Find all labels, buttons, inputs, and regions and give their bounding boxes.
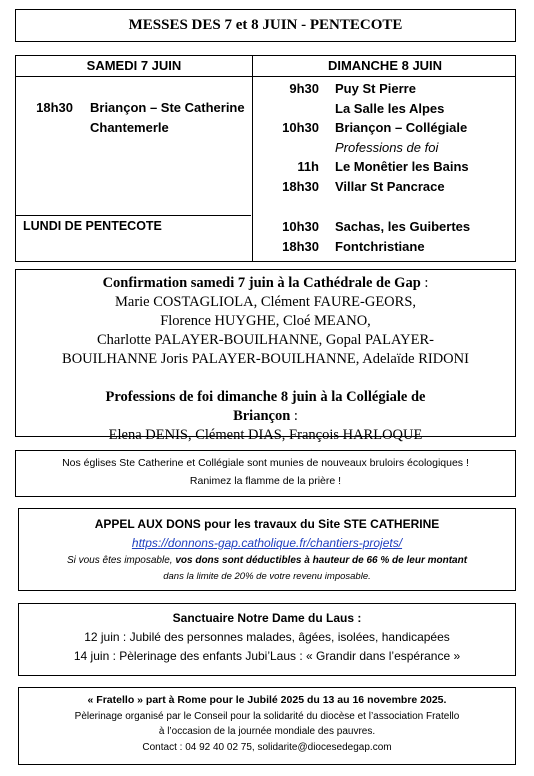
- confirmation-names: Marie COSTAGLIOLA, Clément FAURE-GEORS,: [114, 294, 417, 310]
- profession-heading-suffix: :: [290, 408, 298, 424]
- samedi-place: Chantemerle: [90, 120, 169, 135]
- dimanche-time: 10h30: [282, 120, 319, 135]
- dimanche-note: Professions de foi: [335, 140, 439, 155]
- eglises-line: Ranimez la flamme de la prière !: [189, 475, 342, 487]
- column-divider: [252, 56, 253, 261]
- donation-tax-note-a: Si vous êtes imposable,: [66, 555, 176, 566]
- confirmation-heading-suffix: :: [420, 275, 429, 291]
- confirmation-box: [15, 269, 516, 443]
- dimanche-time: 9h30: [289, 81, 319, 96]
- lundi-label: LUNDI DE PENTECOTE: [23, 219, 162, 233]
- eglises-notice: [15, 450, 516, 497]
- dimanche-place: Puy St Pierre: [335, 81, 416, 96]
- lundi-place: Sachas, les Guibertes: [335, 219, 471, 234]
- fratello-line: Pèlerinage organisé par le Conseil pour la solidarité du diocèse et l’association Fratello: [74, 710, 460, 722]
- fratello-heading: « Fratello » part à Rome pour le Jubilé 2025 du 13 au 16 novembre 2025.: [87, 694, 447, 706]
- page-title: MESSES DES 7 et 8 JUIN - PENTECOTE: [15, 9, 516, 42]
- profession-names: Elena DENIS, Clément DIAS, François HARLOQUE: [108, 427, 423, 443]
- donation-heading: APPEL AUX DONS pour les travaux du Site STE CATHERINE: [94, 517, 440, 531]
- lundi-time: 10h30: [282, 219, 319, 234]
- confirmation-names: Charlotte PALAYER-BOUILHANNE, Gopal PALAYER-: [97, 332, 434, 348]
- lundi-place: Fontchristiane: [335, 239, 425, 254]
- samedi-time: 18h30: [36, 100, 73, 115]
- donation-tax-note: [19, 553, 515, 569]
- donation-tax-note-b: vos dons sont déductibles à hauteur de 66 % de leur montant: [175, 555, 468, 566]
- eglises-line: Nos églises Ste Catherine et Collégiale sont munies de nouveaux bruloirs écologiques !: [62, 457, 469, 469]
- header-divider: [16, 76, 515, 77]
- confirmation-heading: Confirmation samedi 7 juin à la Cathédrale de Gap: [102, 275, 421, 291]
- fratello-line: à l’occasion de la journée mondiale des pauvres.: [158, 726, 376, 737]
- donation-appeal: [18, 508, 516, 591]
- samedi-header: SAMEDI 7 JUIN: [86, 58, 182, 73]
- laus-event: 14 juin : Pèlerinage des enfants Jubi’Laus : « Grandir dans l’espérance »: [73, 649, 461, 663]
- laus-event: 12 juin : Jubilé des personnes malades, âgées, isolées, handicapées: [84, 630, 450, 644]
- dimanche-header: DIMANCHE 8 JUIN: [327, 58, 443, 73]
- lundi-divider: [16, 215, 251, 216]
- dimanche-place: Le Monêtier les Bains: [335, 159, 469, 174]
- confirmation-names: BOUILHANNE Joris PALAYER-BOUILHANNE, Adelaïde RIDONI: [62, 351, 469, 367]
- confirmation-names: Florence HUYGHE, Cloé MEANO,: [160, 313, 371, 329]
- dimanche-place: Villar St Pancrace: [335, 179, 445, 194]
- lundi-time: 18h30: [282, 239, 319, 254]
- profession-heading: Professions de foi dimanche 8 juin à la Collégiale de: [105, 389, 426, 405]
- dimanche-time: 11h: [297, 159, 319, 174]
- laus-sanctuary: [18, 603, 516, 676]
- laus-heading: Sanctuaire Notre Dame du Laus :: [172, 611, 362, 625]
- dimanche-place: Briançon – Collégiale: [335, 120, 468, 135]
- samedi-place: Briançon – Ste Catherine: [90, 100, 245, 115]
- donation-limit-note: dans la limite de 20% de votre revenu imposable.: [163, 570, 371, 582]
- mass-schedule-table: [15, 55, 516, 262]
- fratello-notice: [18, 687, 516, 765]
- donation-link[interactable]: https://donnons-gap.catholique.fr/chantiers-projets/: [131, 536, 403, 550]
- dimanche-place: La Salle les Alpes: [335, 101, 445, 116]
- profession-heading: Briançon: [233, 408, 291, 424]
- fratello-contact: Contact : 04 92 40 02 75, solidarite@diocesedegap.com: [142, 741, 392, 753]
- dimanche-time: 18h30: [282, 179, 319, 194]
